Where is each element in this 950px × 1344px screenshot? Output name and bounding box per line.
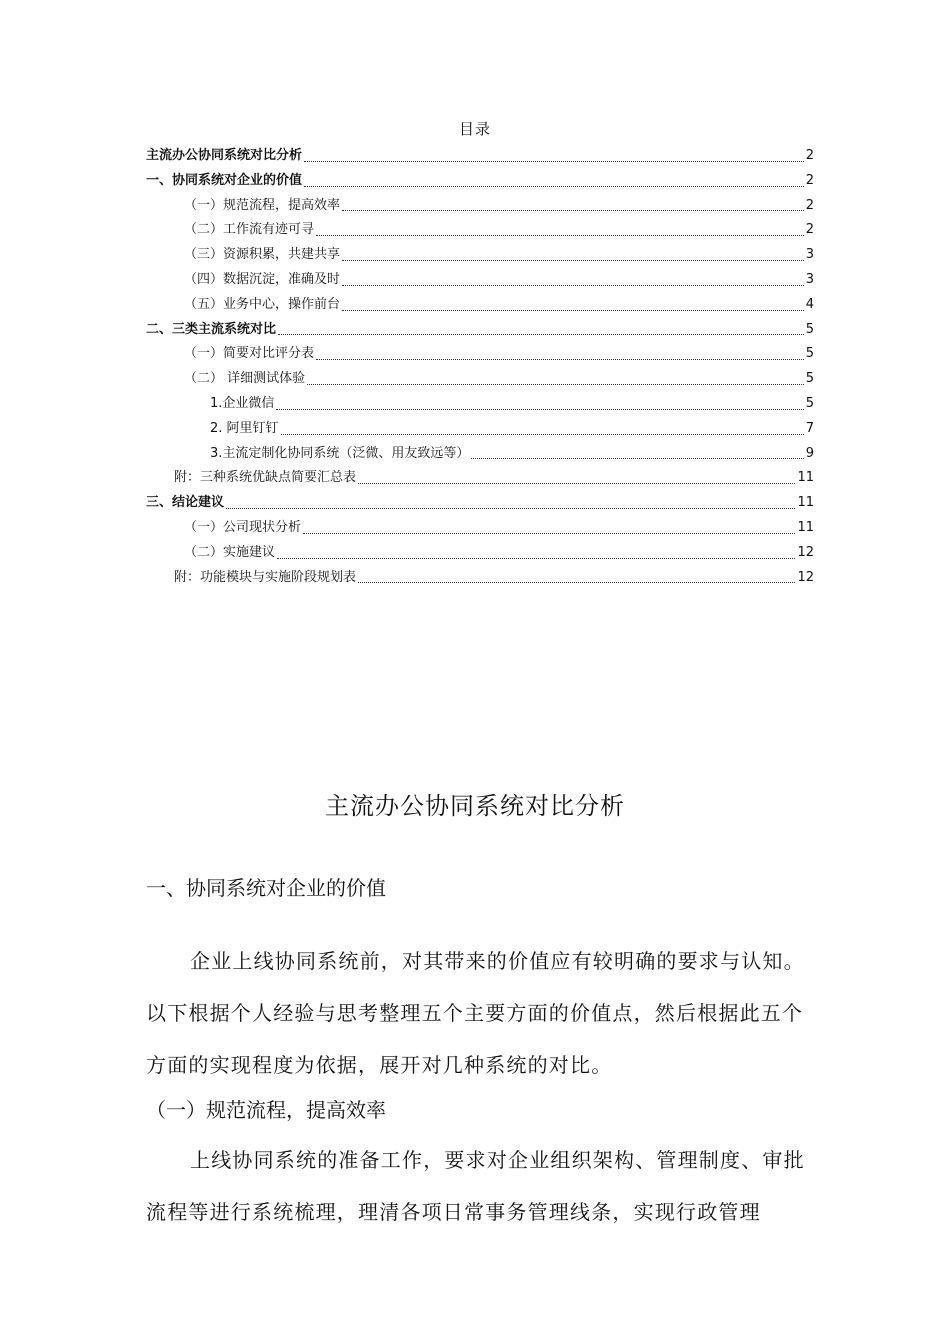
toc-leader-dots: [471, 458, 803, 459]
toc-entry-label: （五）业务中心，操作前台: [184, 296, 341, 312]
toc-entry[interactable]: [146, 293, 814, 318]
toc-leader-dots: [304, 161, 804, 162]
body-paragraph: 企业上线协同系统前，对其带来的价值应有较明确的要求与认知。以下根据个人经验与思考整理五个主要方面的价值点，然后根据此五个方面的实现程度为依据，展开对几种系统的对比。: [146, 949, 805, 1077]
toc-entry[interactable]: [146, 144, 814, 169]
toc-entry[interactable]: [146, 466, 814, 491]
toc-entry-page: 4: [805, 296, 814, 312]
toc-entry-label: （二）工作流有迹可寻: [184, 222, 315, 238]
toc-entry-label: 一、协同系统对企业的价值: [146, 172, 303, 188]
toc-entry-page: 9: [805, 445, 814, 461]
toc-leader-dots: [316, 235, 804, 236]
toc-entry[interactable]: [146, 268, 814, 293]
toc-leader-dots: [358, 483, 795, 484]
toc-leader-dots: [342, 285, 804, 286]
toc-entry-page: 5: [805, 321, 814, 337]
toc-entry-label: （二）实施建议: [184, 544, 276, 560]
toc-entry-label: （一）简要对比评分表: [184, 346, 315, 362]
toc-entry-label: 附：三种系统优缺点简要汇总表: [174, 470, 357, 486]
toc-entry-page: 11: [797, 470, 814, 486]
toc-entry-label: 三、结论建议: [146, 495, 225, 511]
toc-entry-page: 5: [805, 346, 814, 362]
toc-entry-label: 3.主流定制化协同系统（泛微、用友致远等）: [210, 445, 470, 461]
toc-entry-label: 附：功能模块与实施阶段规划表: [174, 569, 357, 585]
toc-entry-page: 2: [805, 197, 814, 213]
document-title: 主流办公协同系统对比分析: [325, 792, 625, 820]
toc-entry[interactable]: [146, 318, 814, 343]
toc-entry-page: 11: [797, 519, 814, 535]
body-paragraph: 上线协同系统的准备工作，要求对企业组织架构、管理制度、审批流程等进行系统梳理，理清各项日常事务管理线条，实现行政管理: [146, 1148, 805, 1224]
toc-leader-dots: [342, 310, 804, 311]
toc-entry-label: （四）数据沉淀，准确及时: [184, 271, 341, 287]
toc-entry-page: 12: [797, 544, 814, 560]
toc-entry-page: 7: [805, 420, 814, 436]
toc-leader-dots: [304, 186, 804, 187]
toc-entry[interactable]: [146, 541, 814, 566]
toc-entry[interactable]: [146, 194, 814, 219]
toc-entry-label: （三）资源积累，共建共享: [184, 247, 341, 263]
toc-entry-page: 2: [805, 172, 814, 188]
toc-title: 目录: [458, 120, 491, 138]
toc-entry[interactable]: [146, 342, 814, 367]
toc-leader-dots: [342, 260, 804, 261]
toc-entry-page: 2: [805, 222, 814, 238]
toc-entry[interactable]: [146, 243, 814, 268]
toc-leader-dots: [307, 384, 804, 385]
toc-entry[interactable]: [146, 392, 814, 417]
toc-leader-dots: [316, 359, 804, 360]
table-of-contents: [146, 144, 814, 590]
toc-leader-dots: [342, 210, 804, 211]
toc-leader-dots: [303, 533, 795, 534]
toc-entry[interactable]: [146, 442, 814, 467]
toc-leader-dots: [278, 334, 804, 335]
toc-entry[interactable]: [146, 218, 814, 243]
toc-entry-page: 11: [797, 495, 814, 511]
toc-entry[interactable]: [146, 169, 814, 194]
toc-entry-label: （二） 详细测试体验: [184, 371, 306, 387]
toc-entry-page: 12: [797, 569, 814, 585]
toc-leader-dots: [358, 582, 795, 583]
toc-entry-label: 主流办公协同系统对比分析: [146, 148, 303, 163]
toc-entry-page: 5: [805, 395, 814, 411]
toc-entry-label: 1.企业微信: [210, 395, 275, 411]
toc-entry-page: 3: [805, 247, 814, 263]
toc-leader-dots: [226, 508, 795, 509]
toc-entry[interactable]: [146, 367, 814, 392]
toc-entry-page: 5: [805, 371, 814, 387]
toc-entry[interactable]: [146, 516, 814, 541]
toc-entry-page: 3: [805, 271, 814, 287]
section-heading: 一、协同系统对企业的价值: [146, 876, 386, 900]
toc-entry[interactable]: [146, 417, 814, 442]
toc-entry-page: 2: [805, 148, 814, 163]
toc-entry-label: （一）规范流程，提高效率: [184, 197, 341, 213]
toc-entry[interactable]: [146, 566, 814, 591]
toc-leader-dots: [277, 558, 795, 559]
toc-entry-label: 二、三类主流系统对比: [146, 321, 277, 337]
toc-entry-label: （一）公司现状分析: [184, 519, 302, 535]
toc-entry-label: 2. 阿里钉钉: [210, 420, 279, 436]
toc-leader-dots: [276, 409, 803, 410]
subsection-heading: （一）规范流程，提高效率: [146, 1098, 386, 1122]
toc-entry[interactable]: [146, 491, 814, 516]
toc-leader-dots: [281, 434, 804, 435]
